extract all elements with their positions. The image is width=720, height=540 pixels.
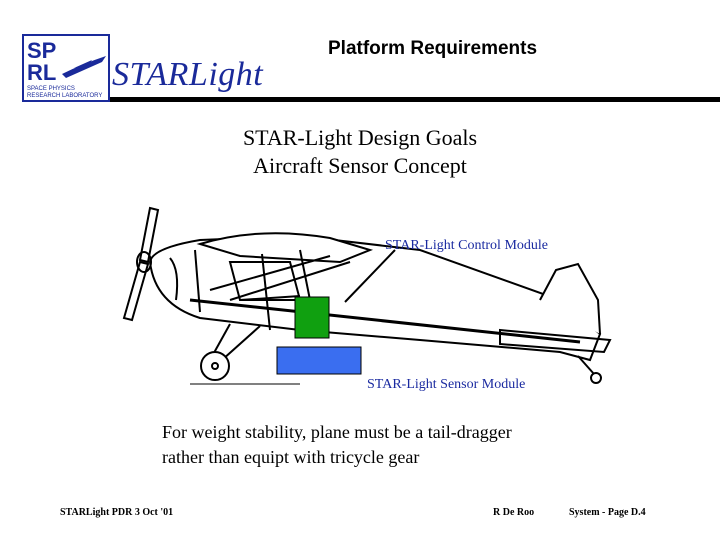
note-text — [162, 420, 512, 470]
footer-page: System - Page D.4 — [569, 507, 646, 518]
aircraft-outline — [124, 208, 610, 384]
note-line-2: rather than equipt with tricycle gear — [162, 447, 420, 467]
sensor-module-box — [277, 347, 361, 374]
control-module-label: STAR-Light Control Module — [385, 238, 548, 253]
footer-author: R De Roo — [493, 507, 535, 518]
logo-initials-bottom: RL — [27, 60, 57, 85]
control-module-box — [295, 297, 329, 338]
goals-line-2: Aircraft Sensor Concept — [253, 153, 467, 178]
page-title: Platform Requirements — [328, 38, 538, 59]
logo-caption-bottom: RESEARCH LABORATORY — [27, 93, 103, 99]
aircraft-diagram — [0, 200, 720, 400]
logo-caption-top: SPACE PHYSICS — [27, 86, 75, 92]
footer-left: STARLight PDR 3 Oct '01 — [60, 507, 174, 518]
goals-line-1: STAR-Light Design Goals — [242, 125, 478, 150]
sprl-logo — [22, 34, 110, 102]
goals-heading — [0, 124, 720, 180]
logo-initials-top: SP — [27, 38, 57, 63]
header-rule — [110, 97, 720, 102]
note-line-1: For weight stability, plane must be a tail-dragger — [162, 422, 512, 442]
sensor-module-label: STAR-Light Sensor Module — [367, 377, 526, 392]
brand-name: STARLight — [112, 56, 264, 93]
